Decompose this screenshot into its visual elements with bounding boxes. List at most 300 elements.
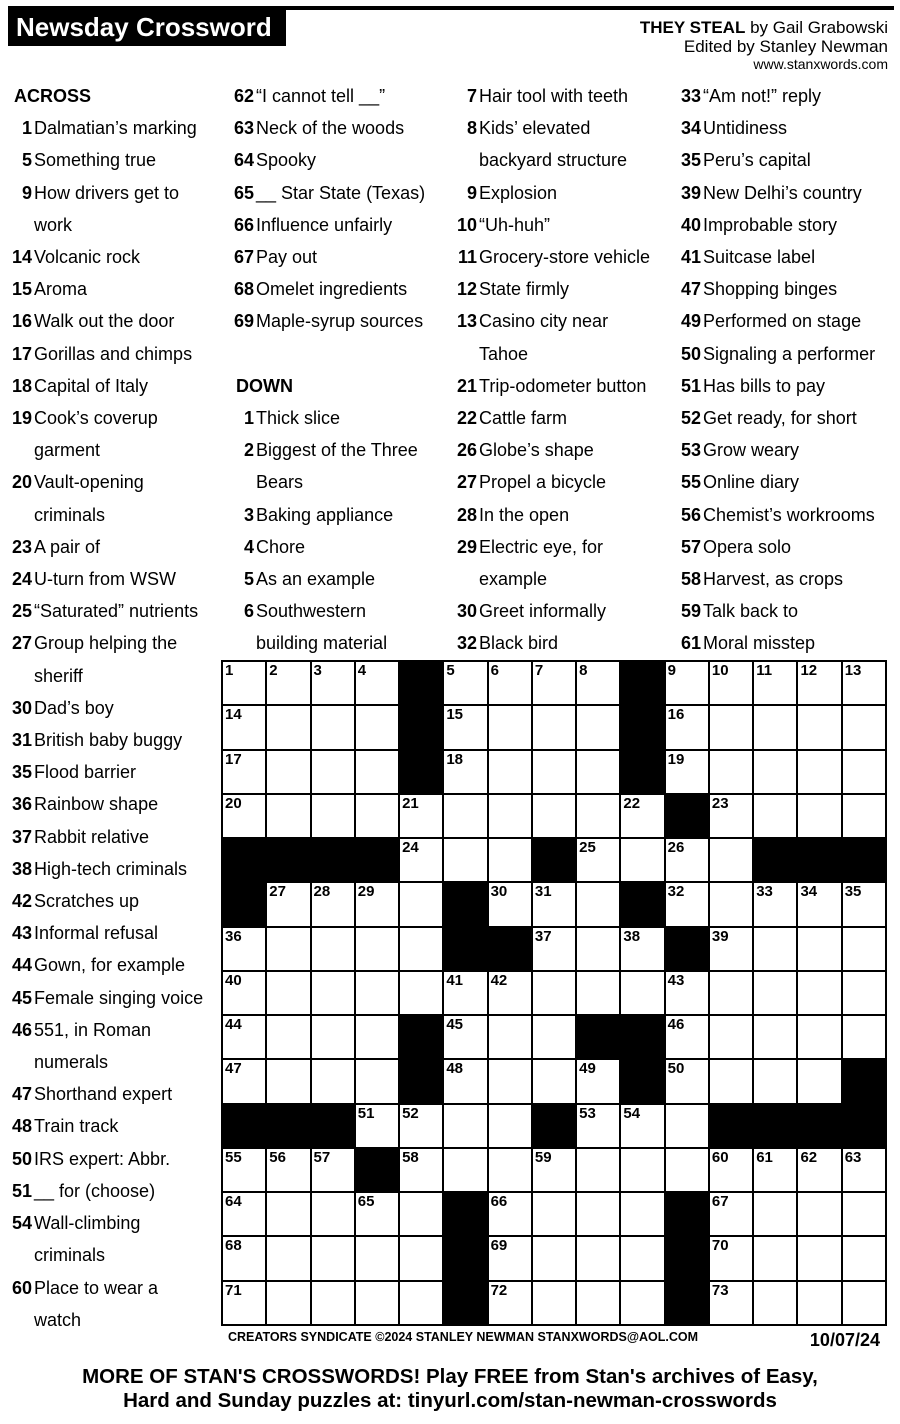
grid-cell[interactable] [355, 1192, 399, 1236]
grid-cell[interactable] [266, 971, 310, 1015]
black-square [842, 838, 886, 882]
clue-item [6, 788, 220, 820]
grid-cell[interactable] [443, 1059, 487, 1103]
clue-item [6, 1272, 220, 1304]
grid-cell[interactable] [488, 1015, 532, 1059]
promo-line-2: Hard and Sunday puzzles at: tinyurl.com/stan-newman-crosswords [123, 1389, 777, 1412]
cell-number: 62 [800, 1148, 818, 1166]
grid-cell[interactable] [532, 1236, 576, 1280]
clue-text: Has bills to pay [703, 375, 826, 396]
grid-cell[interactable] [709, 794, 753, 838]
grid-cell[interactable] [665, 1059, 709, 1103]
cell-number: 51 [357, 1104, 375, 1122]
grid-cell[interactable] [532, 1148, 576, 1192]
clue-number: 5 [21, 150, 32, 171]
grid-cell[interactable] [222, 1148, 266, 1192]
grid-cell[interactable] [532, 750, 576, 794]
grid-cell[interactable] [399, 1148, 443, 1192]
black-square [665, 927, 709, 971]
clue-number: 20 [11, 472, 32, 493]
clue-item [228, 241, 446, 273]
grid-cell[interactable] [488, 1059, 532, 1103]
grid-cell[interactable] [488, 1104, 532, 1148]
clue-column-2 [228, 80, 446, 660]
clue-text: Omelet ingredients [256, 279, 408, 300]
clue-number: 44 [11, 955, 32, 976]
grid-cell[interactable] [842, 794, 886, 838]
grid-cell[interactable] [665, 750, 709, 794]
grid-cell[interactable] [266, 661, 310, 705]
grid-cell[interactable] [576, 1148, 620, 1192]
clue-number: 1 [243, 408, 254, 428]
grid-cell[interactable] [311, 1015, 355, 1059]
grid-line [221, 1235, 887, 1237]
grid-cell[interactable] [842, 1015, 886, 1059]
clue-number: 43 [11, 923, 32, 944]
grid-cell[interactable] [311, 750, 355, 794]
clue-number: 51 [680, 375, 701, 396]
grid-cell[interactable] [443, 838, 487, 882]
clue-text: “Uh-huh” [479, 214, 551, 235]
grid-cell[interactable] [311, 882, 355, 926]
grid-cell[interactable] [709, 705, 753, 749]
grid-cell[interactable] [620, 838, 664, 882]
grid-cell[interactable] [355, 794, 399, 838]
grid-cell[interactable] [576, 1281, 620, 1325]
grid-cell[interactable] [355, 1281, 399, 1325]
clue-item [675, 402, 897, 434]
grid-cell[interactable] [488, 1148, 532, 1192]
grid-cell[interactable] [488, 794, 532, 838]
grid-cell[interactable] [399, 1236, 443, 1280]
black-square [620, 750, 664, 794]
grid-cell[interactable] [355, 661, 399, 705]
grid-line [885, 660, 887, 1326]
grid-cell[interactable] [266, 1148, 310, 1192]
clue-item [675, 595, 897, 627]
cell-number: 11 [756, 662, 773, 679]
clue-number: 45 [11, 987, 32, 1008]
grid-cell[interactable] [355, 1236, 399, 1280]
grid-cell[interactable] [222, 1059, 266, 1103]
grid-cell[interactable] [797, 661, 841, 705]
grid-cell[interactable] [532, 1015, 576, 1059]
grid-cell[interactable] [842, 971, 886, 1015]
byline [640, 18, 888, 73]
clue-item [451, 80, 669, 112]
grid-cell[interactable] [842, 882, 886, 926]
grid-cell[interactable] [797, 794, 841, 838]
grid-cell[interactable] [842, 1281, 886, 1325]
grid-cell[interactable] [488, 838, 532, 882]
clue-text: Get ready, for short [703, 408, 857, 429]
clue-item [451, 241, 669, 273]
grid-cell[interactable] [709, 1236, 753, 1280]
grid-cell[interactable] [576, 882, 620, 926]
clue-item [228, 402, 446, 434]
grid-cell[interactable] [709, 750, 753, 794]
grid-cell[interactable] [399, 1104, 443, 1148]
cell-number: 1 [225, 662, 234, 679]
black-square [488, 927, 532, 971]
clue-number: 32 [456, 633, 477, 654]
grid-cell[interactable] [488, 661, 532, 705]
grid-cell[interactable] [222, 750, 266, 794]
grid-cell[interactable] [443, 750, 487, 794]
grid-cell[interactable] [222, 1236, 266, 1280]
black-square [753, 838, 797, 882]
grid-cell[interactable] [665, 705, 709, 749]
grid-cell[interactable] [753, 1015, 797, 1059]
grid-cell[interactable] [576, 750, 620, 794]
clue-text: Bears [256, 472, 304, 493]
grid-cell[interactable] [266, 705, 310, 749]
clue-text: How drivers get to [34, 182, 180, 203]
grid-cell[interactable] [311, 1148, 355, 1192]
clue-number: 15 [11, 279, 32, 300]
clue-text: Shorthand expert [34, 1084, 173, 1105]
grid-cell[interactable] [753, 1192, 797, 1236]
clue-text: Greet informally [479, 601, 607, 622]
clue-text: Online diary [703, 472, 800, 493]
grid-cell[interactable] [576, 661, 620, 705]
clue-number: 47 [11, 1084, 32, 1105]
grid-cell[interactable] [355, 971, 399, 1015]
clue-text: Wall-climbing [34, 1213, 141, 1234]
grid-cell[interactable] [620, 1192, 664, 1236]
clue-number: 24 [11, 569, 32, 590]
cell-number: 58 [402, 1148, 419, 1166]
grid-cell[interactable] [576, 1236, 620, 1280]
grid-cell[interactable] [399, 838, 443, 882]
grid-cell[interactable] [709, 1281, 753, 1325]
clue-item [6, 466, 220, 498]
grid-cell[interactable] [266, 1192, 310, 1236]
page-title: Newsday Crossword [8, 8, 286, 46]
grid-cell[interactable] [620, 1236, 664, 1280]
grid-cell[interactable] [532, 1059, 576, 1103]
clue-text: Chemist’s workrooms [703, 504, 875, 525]
grid-cell[interactable] [311, 927, 355, 971]
grid-cell[interactable] [311, 794, 355, 838]
grid-cell[interactable] [797, 1192, 841, 1236]
grid-cell[interactable] [222, 661, 266, 705]
clue-item [6, 917, 220, 949]
clue-item [6, 1046, 220, 1078]
grid-cell[interactable] [842, 1148, 886, 1192]
clue-item [451, 466, 669, 498]
grid-cell[interactable] [753, 794, 797, 838]
clue-number: 56 [680, 504, 701, 525]
grid-cell[interactable] [311, 1192, 355, 1236]
grid-cell[interactable] [443, 705, 487, 749]
clue-number: 13 [456, 311, 477, 332]
black-square [355, 838, 399, 882]
grid-cell[interactable] [488, 882, 532, 926]
grid-cell[interactable] [842, 705, 886, 749]
grid-cell[interactable] [488, 750, 532, 794]
grid-cell[interactable] [620, 1104, 664, 1148]
grid-cell[interactable] [266, 1059, 310, 1103]
grid-cell[interactable] [532, 1281, 576, 1325]
grid-cell[interactable] [709, 1148, 753, 1192]
black-square [399, 1059, 443, 1103]
grid-cell[interactable] [222, 927, 266, 971]
grid-cell[interactable] [222, 705, 266, 749]
grid-cell[interactable] [709, 927, 753, 971]
grid-cell[interactable] [709, 838, 753, 882]
grid-cell[interactable] [443, 1148, 487, 1192]
grid-cell[interactable] [488, 1281, 532, 1325]
clue-item [451, 499, 669, 531]
cell-number: 21 [402, 794, 419, 812]
cell-number: 40 [225, 971, 242, 989]
clue-number: 41 [680, 247, 701, 268]
clue-number: 51 [11, 1180, 32, 1201]
grid-cell[interactable] [709, 1015, 753, 1059]
clue-item [675, 177, 897, 209]
grid-cell[interactable] [842, 661, 886, 705]
grid-cell[interactable] [532, 927, 576, 971]
grid-cell[interactable] [443, 1104, 487, 1148]
grid-cell[interactable] [797, 971, 841, 1015]
clue-text: Chore [256, 536, 306, 557]
grid-cell[interactable] [665, 838, 709, 882]
grid-line [575, 660, 577, 1326]
grid-cell[interactable] [266, 1281, 310, 1325]
grid-cell[interactable] [665, 661, 709, 705]
cell-number: 16 [667, 706, 685, 724]
grid-cell[interactable] [753, 882, 797, 926]
grid-cell[interactable] [753, 661, 797, 705]
grid-cell[interactable] [709, 1192, 753, 1236]
grid-line [841, 660, 843, 1326]
grid-cell[interactable] [665, 1015, 709, 1059]
clue-number: 50 [680, 343, 701, 364]
clue-text: __ for (choose) [34, 1180, 156, 1201]
grid-cell[interactable] [266, 882, 310, 926]
grid-cell[interactable] [266, 1015, 310, 1059]
grid-cell[interactable] [576, 927, 620, 971]
grid-cell[interactable] [532, 794, 576, 838]
grid-cell[interactable] [488, 1236, 532, 1280]
grid-cell[interactable] [576, 1059, 620, 1103]
grid-line [221, 1014, 887, 1016]
grid-cell[interactable] [709, 971, 753, 1015]
clue-item [451, 273, 669, 305]
clue-text: “Am not!” reply [703, 86, 822, 106]
cell-number: 69 [490, 1237, 508, 1255]
clue-item [6, 402, 220, 434]
grid-cell[interactable] [399, 971, 443, 1015]
grid-cell[interactable] [399, 927, 443, 971]
grid-cell[interactable] [443, 1015, 487, 1059]
clue-text: Cattle farm [479, 408, 568, 429]
cell-number: 39 [711, 927, 729, 945]
clue-number [6, 209, 33, 241]
clue-number: 46 [11, 1019, 32, 1040]
puzzle-title: THEY STEAL [639, 18, 746, 37]
clue-text: Talk back to [703, 601, 799, 622]
grid-cell[interactable] [311, 1059, 355, 1103]
clue-text: Globe’s shape [479, 440, 594, 461]
clue-text: Black bird [479, 633, 559, 654]
grid-cell[interactable] [797, 1236, 841, 1280]
grid-cell[interactable] [797, 927, 841, 971]
grid-cell[interactable] [222, 971, 266, 1015]
grid-cell[interactable] [753, 1059, 797, 1103]
grid-cell[interactable] [576, 794, 620, 838]
grid-cell[interactable] [576, 1104, 620, 1148]
grid-line [221, 881, 887, 883]
grid-cell[interactable] [488, 705, 532, 749]
clue-text: Shopping binges [703, 279, 838, 300]
clue-number: 47 [680, 279, 701, 300]
grid-cell[interactable] [355, 1015, 399, 1059]
grid-cell[interactable] [443, 971, 487, 1015]
clue-number: 18 [11, 375, 32, 396]
grid-cell[interactable] [399, 882, 443, 926]
grid-cell[interactable] [222, 1281, 266, 1325]
grid-cell[interactable] [753, 1236, 797, 1280]
grid-cell[interactable] [399, 794, 443, 838]
clue-text: Tahoe [479, 343, 529, 364]
grid-cell[interactable] [311, 1236, 355, 1280]
grid-cell[interactable] [620, 794, 664, 838]
clue-number: 26 [456, 440, 477, 461]
grid-cell[interactable] [266, 927, 310, 971]
grid-cell[interactable] [620, 1281, 664, 1325]
black-square [665, 1236, 709, 1280]
grid-cell[interactable] [399, 1192, 443, 1236]
grid-cell[interactable] [576, 971, 620, 1015]
grid-cell[interactable] [797, 1015, 841, 1059]
grid-cell[interactable] [488, 1192, 532, 1236]
grid-cell[interactable] [665, 882, 709, 926]
grid-cell[interactable] [576, 705, 620, 749]
clue-item [6, 177, 220, 209]
grid-cell[interactable] [355, 705, 399, 749]
grid-cell[interactable] [753, 705, 797, 749]
grid-cell[interactable] [753, 750, 797, 794]
grid-cell[interactable] [753, 1148, 797, 1192]
grid-cell[interactable] [709, 882, 753, 926]
grid-cell[interactable] [665, 1104, 709, 1148]
clue-text: example [479, 569, 548, 590]
clue-item [675, 273, 897, 305]
grid-cell[interactable] [266, 794, 310, 838]
grid-cell[interactable] [311, 971, 355, 1015]
clue-number: 1 [21, 118, 32, 139]
black-square [576, 1015, 620, 1059]
grid-cell[interactable] [355, 927, 399, 971]
black-square [620, 1059, 664, 1103]
grid-cell[interactable] [753, 1281, 797, 1325]
grid-cell[interactable] [665, 971, 709, 1015]
clue-number: 9 [466, 182, 477, 203]
grid-cell[interactable] [620, 971, 664, 1015]
grid-cell[interactable] [532, 705, 576, 749]
grid-cell[interactable] [709, 661, 753, 705]
clue-item [228, 144, 446, 176]
clue-item [6, 112, 220, 144]
grid-line [221, 1280, 887, 1282]
clue-text: Train track [34, 1116, 119, 1137]
clue-item [451, 338, 669, 370]
grid-cell[interactable] [797, 1148, 841, 1192]
clue-number: 39 [680, 182, 701, 203]
grid-line [221, 837, 887, 839]
grid-cell[interactable] [443, 661, 487, 705]
grid-cell[interactable] [222, 1015, 266, 1059]
grid-cell[interactable] [576, 838, 620, 882]
clue-item [6, 273, 220, 305]
grid-cell[interactable] [753, 971, 797, 1015]
grid-cell[interactable] [842, 927, 886, 971]
grid-cell[interactable] [797, 705, 841, 749]
grid-cell[interactable] [665, 1148, 709, 1192]
clue-number: 14 [11, 247, 32, 267]
grid-cell[interactable] [842, 1192, 886, 1236]
grid-cell[interactable] [576, 1192, 620, 1236]
clue-text: Capital of Italy [34, 375, 149, 396]
grid-cell[interactable] [532, 661, 576, 705]
black-square [311, 838, 355, 882]
cell-number: 54 [623, 1104, 641, 1122]
grid-cell[interactable] [355, 750, 399, 794]
cell-number: 6 [490, 662, 499, 679]
grid-cell[interactable] [797, 1281, 841, 1325]
clue-item [6, 144, 220, 176]
cell-number: 48 [446, 1060, 464, 1078]
grid-cell[interactable] [311, 705, 355, 749]
grid-cell[interactable] [222, 794, 266, 838]
grid-cell[interactable] [842, 1236, 886, 1280]
clue-item [228, 563, 446, 595]
grid-cell[interactable] [222, 1192, 266, 1236]
grid-cell[interactable] [488, 971, 532, 1015]
grid-cell[interactable] [532, 882, 576, 926]
clue-number: 21 [456, 375, 477, 396]
cell-number: 31 [534, 883, 552, 901]
grid-cell[interactable] [355, 882, 399, 926]
grid-cell[interactable] [620, 927, 664, 971]
grid-cell[interactable] [797, 750, 841, 794]
black-square [399, 750, 443, 794]
grid-cell[interactable] [355, 1104, 399, 1148]
grid-cell[interactable] [797, 882, 841, 926]
grid-cell[interactable] [266, 750, 310, 794]
website: www.stanxwords.com [753, 56, 888, 72]
grid-cell[interactable] [753, 927, 797, 971]
grid-cell[interactable] [266, 1236, 310, 1280]
grid-cell[interactable] [311, 1281, 355, 1325]
grid-cell[interactable] [532, 971, 576, 1015]
grid-cell[interactable] [355, 1059, 399, 1103]
clue-item [6, 370, 220, 402]
grid-cell[interactable] [842, 750, 886, 794]
grid-cell[interactable] [620, 1148, 664, 1192]
grid-cell[interactable] [797, 1059, 841, 1103]
grid-cell[interactable] [311, 661, 355, 705]
grid-cell[interactable] [399, 1281, 443, 1325]
clue-number [6, 660, 33, 692]
grid-cell[interactable] [709, 1059, 753, 1103]
clue-text: Gorillas and chimps [34, 343, 193, 364]
grid-cell[interactable] [532, 1192, 576, 1236]
grid-cell[interactable] [443, 794, 487, 838]
cell-number: 23 [711, 794, 729, 812]
